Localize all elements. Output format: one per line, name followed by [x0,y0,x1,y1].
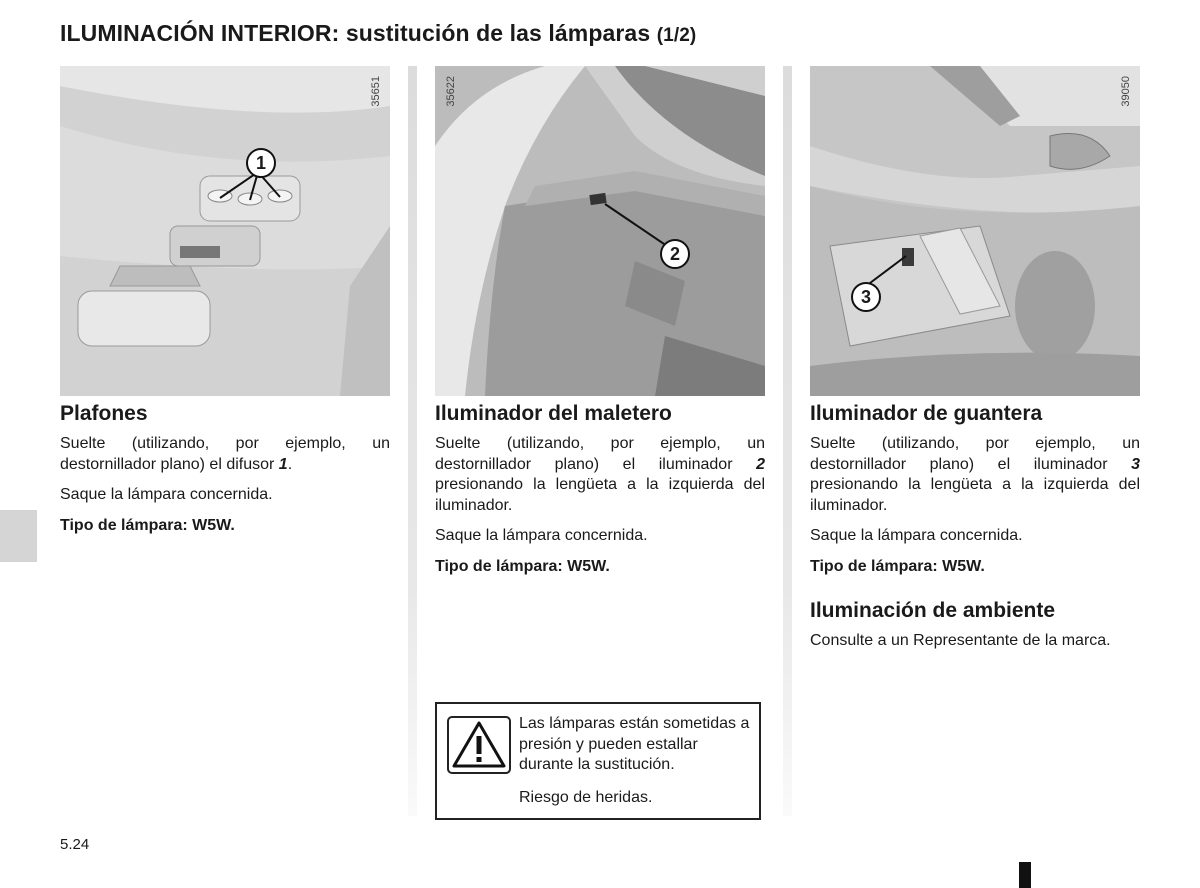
section-heading: Iluminador de guantera [810,402,1043,425]
instruction-text: Suelte (utilizando, por ejemplo, un destornillador plano) el iluminador 2 presionando la lengüeta a la izquierda del iluminador. [435,435,765,514]
callout-2: 2 [660,239,690,269]
page-title [60,20,696,47]
figure-reference: 35622 [445,76,457,107]
warning-triangle-icon [447,716,511,774]
figure-trunk-light [435,66,765,396]
lamp-type: Tipo de lámpara: W5W. [810,557,985,575]
crop-mark [1019,862,1031,888]
column-divider [783,66,792,816]
trunk-light-illustration [435,66,765,396]
warning-box [435,702,761,820]
ceiling-light-illustration [60,66,390,396]
callout-3: 3 [851,282,881,312]
instruction-text: Saque la lámpara concernida. [435,527,648,544]
instruction-text: Suelte (utilizando, por ejemplo, un destornillador plano) el difusor 1. [60,435,390,473]
figure-glovebox-light [810,66,1140,396]
instruction-text: Saque la lámpara concernida. [810,527,1023,544]
column-maletero [435,66,765,587]
column-plafones [60,66,390,546]
glovebox-light-illustration [810,66,1140,396]
instruction-text: Suelte (utilizando, por ejemplo, un destornillador plano) el iluminador 3 presionando la lengüeta a la izquierda del iluminador. [810,435,1140,514]
column-guantera [810,66,1140,662]
section-heading: Plafones [60,402,148,425]
page-title-part: (1/2) [656,25,697,46]
chapter-tab [0,510,37,562]
ambient-text: Consulte a un Representante de la marca. [810,632,1111,649]
instruction-text: Saque la lámpara concernida. [60,486,273,503]
figure-reference: 35651 [370,76,382,107]
warning-text: Las lámparas están sometidas a presión y pueden estallar durante la sustitución. [519,715,750,773]
lamp-type: Tipo de lámpara: W5W. [435,557,610,575]
section-heading: Iluminación de ambiente [810,599,1056,622]
figure-ceiling-light [60,66,390,396]
column-divider [408,66,417,816]
figure-reference: 39050 [1120,76,1132,107]
lamp-type: Tipo de lámpara: W5W. [60,516,235,534]
page-number: 5.24 [60,836,90,853]
section-heading: Iluminador del maletero [435,402,672,425]
callout-1: 1 [246,148,276,178]
page-title-text: ILUMINACIÓN INTERIOR: sustitución de las lámparas [60,20,651,46]
warning-risk: Riesgo de heridas. [519,788,653,806]
